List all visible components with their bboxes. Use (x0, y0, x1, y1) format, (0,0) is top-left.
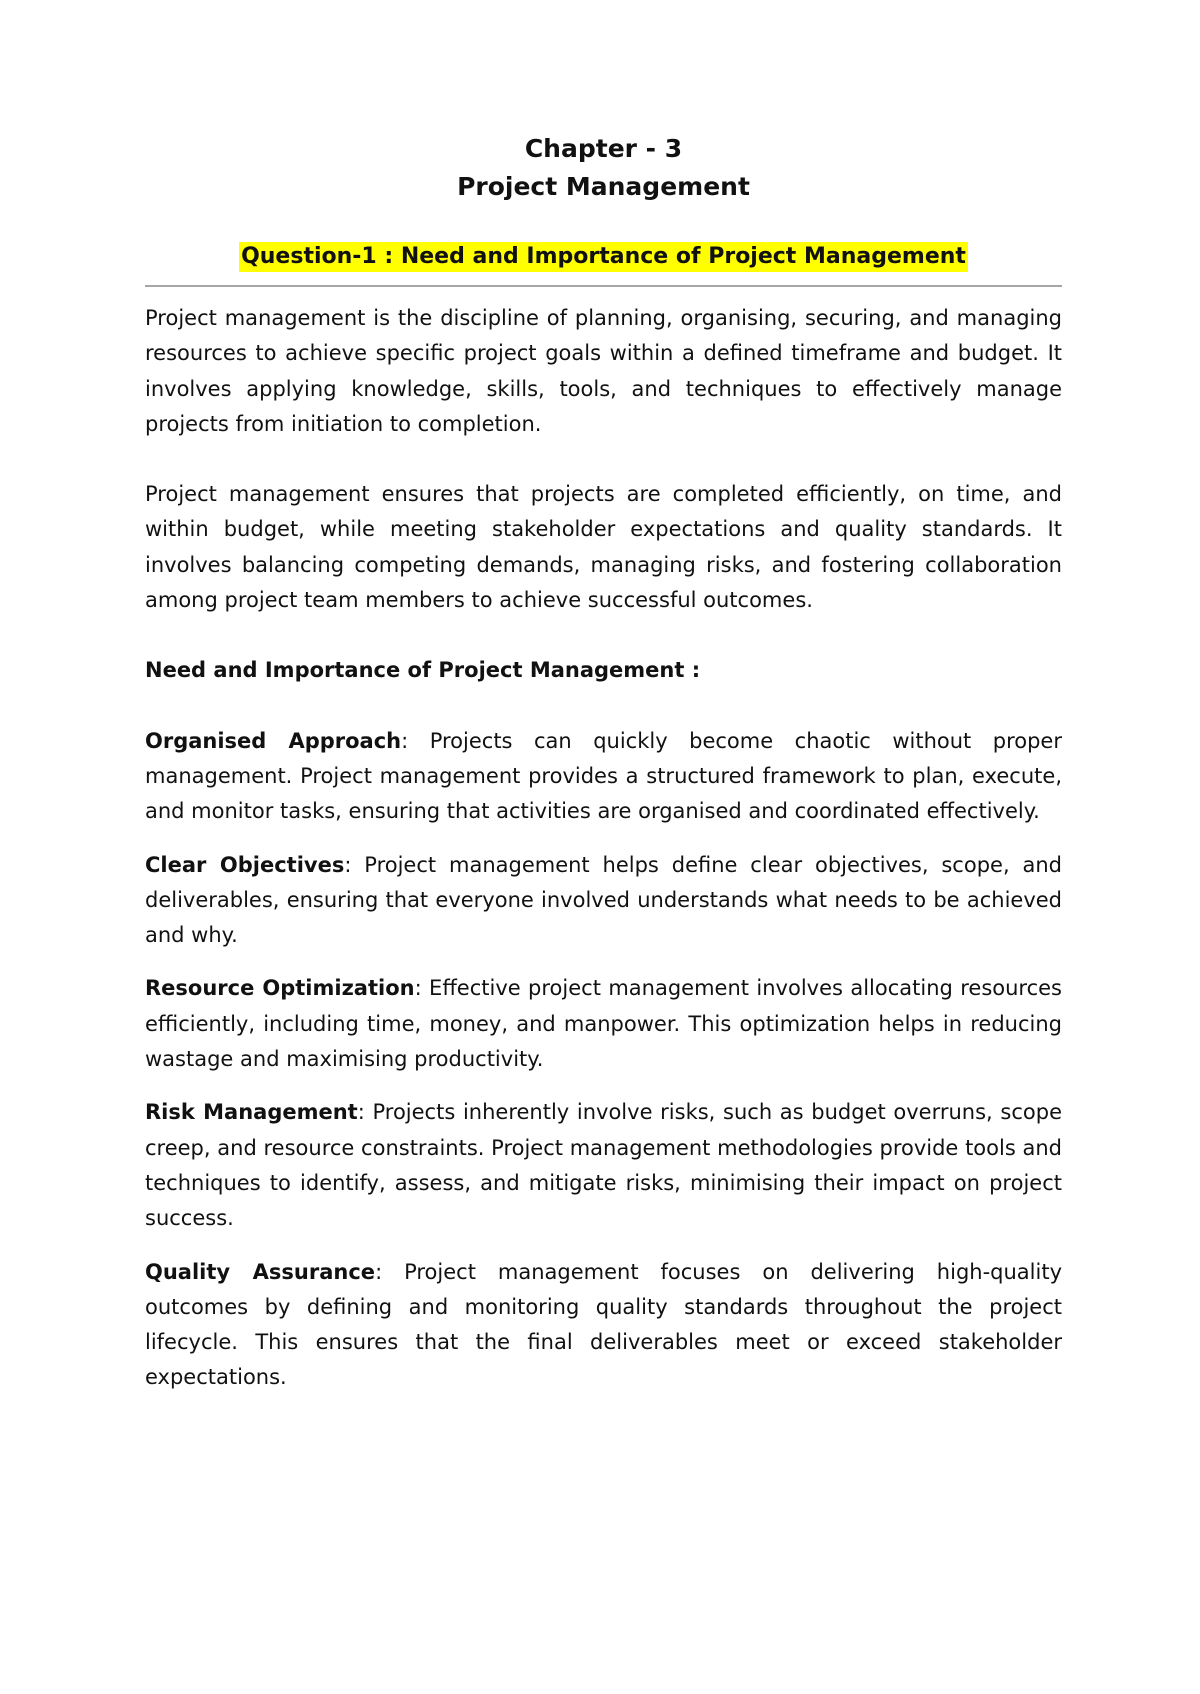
point-organised-approach (145, 724, 1062, 830)
point-quality-assurance (145, 1255, 1062, 1396)
point-text: : Project management focuses on delivering high-quality outcomes by defining and monitoring quality standards throughout the project lifecycle. This ensures that the final deliverables meet or exceed stakeholder expectations. (145, 1259, 1063, 1390)
point-term: Clear Objectives (145, 852, 345, 877)
chapter-subject: Project Management (457, 172, 750, 201)
document-page (145, 130, 1062, 1396)
paragraph-spacer (145, 618, 1062, 653)
question-heading-container (145, 242, 1062, 272)
point-text: : Projects inherently involve risks, such as budget overruns, scope creep, and resource constraints. Project management methodologies provide tools and techniques to identify, assess, and mitigate risks, minimising their impact on project success. (145, 1100, 1062, 1231)
chapter-title: Chapter - 3 (524, 134, 683, 163)
paragraph-spacer (145, 1237, 1062, 1255)
point-term: Resource Optimization (145, 976, 415, 1001)
paragraph-spacer (145, 689, 1062, 724)
point-text: : Project management helps define clear objectives, scope, and deliverables, ensuring that everyone involved understands what needs to be achieved and why. (145, 852, 1062, 948)
point-term: Organised Approach (145, 728, 402, 753)
paragraph-spacer (145, 442, 1062, 477)
point-text: : Effective project management involves allocating resources efficiently, including time, money, and manpower. This optimization helps in reducing wastage and maximising productivity. (145, 976, 1063, 1072)
question-heading: Question-1 : Need and Importance of Project Management (239, 242, 968, 272)
intro-paragraph-2: Project management ensures that projects are completed efficiently, on time, and within budget, while meeting stakeholder expectations and quality standards. It involves balancing competing demands, managing risks, and fostering collaboration among project team members to achieve successful outcomes. (145, 482, 1062, 613)
section-heading: Need and Importance of Project Management : (145, 658, 701, 683)
paragraph-spacer (145, 953, 1062, 971)
paragraph-spacer (145, 1077, 1062, 1095)
horizontal-divider (145, 285, 1062, 287)
paragraph-spacer (145, 830, 1062, 848)
point-term: Quality Assurance (145, 1259, 376, 1284)
point-text: : Projects can quickly become chaotic without proper management. Project management provides a structured framework to plan, execute, and monitor tasks, ensuring that activities are organised and coordinated effectively. (145, 728, 1062, 824)
point-clear-objectives (145, 848, 1062, 954)
point-term: Risk Management (145, 1100, 358, 1125)
point-resource-optimization (145, 971, 1062, 1077)
point-risk-management (145, 1095, 1062, 1236)
intro-paragraph-1: Project management is the discipline of planning, organising, securing, and managing resources to achieve specific project goals within a defined timeframe and budget. It involves applying knowledge, skills, tools, and techniques to effectively manage projects from initiation to completion. (145, 306, 1062, 436)
